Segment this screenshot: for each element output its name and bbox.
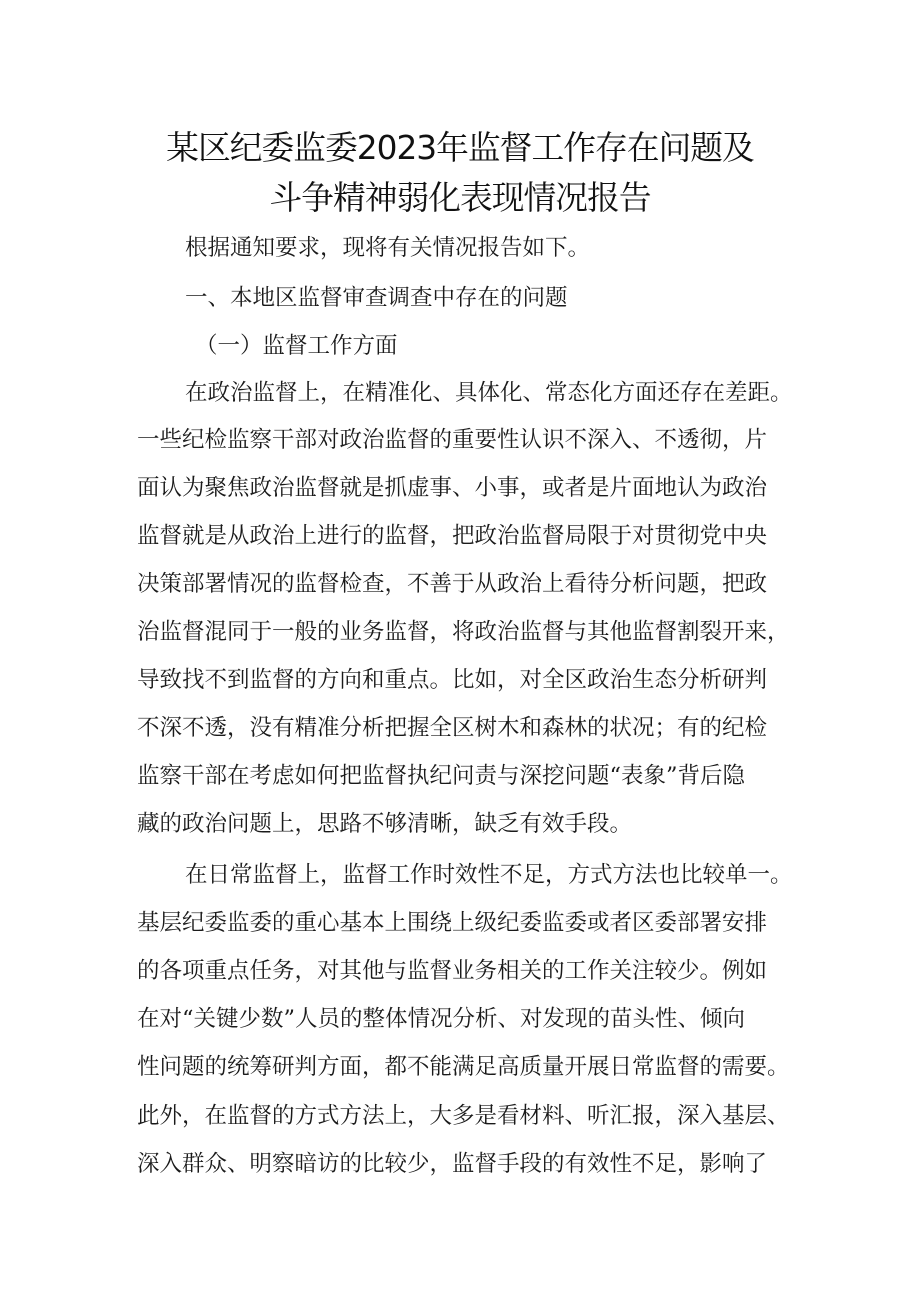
body-line-17: 在对“关键少数”人员的整体情况分析、对发现的苗头性、倾向 [137,1006,746,1032]
body-line-09: 治监督混同于一般的业务监督，将政治监督与其他监督割裂开来， [137,619,790,645]
body-line-13: 藏的政治问题上，思路不够清晰，缺乏有效手段。 [137,811,633,837]
body-line-11: 不深不透，没有精准分析把握全区树木和森林的状况；有的纪检 [137,715,768,741]
body-line-12: 监察干部在考虑如何把监督执纪问责与深挖问题“表象”背后隐 [137,763,746,789]
body-line-16: 的各项重点任务，对其他与监督业务相关的工作关注较少。例如 [137,958,768,984]
body-line-19: 此外，在监督的方式方法上，大多是看材料、听汇报，深入基层、 [137,1103,790,1129]
body-line-04: 在政治监督上，在精准化、具体化、常态化方面还存在差距。 [185,380,793,406]
body-line-08: 决策部署情况的监督检查，不善于从政治上看待分析问题，把政 [137,571,768,597]
body-line-06: 面认为聚焦政治监督就是抓虚事、小事，或者是片面地认为政治 [137,475,768,501]
subsection-heading-1: （一）监督工作方面 [195,333,398,359]
body-line-15: 基层纪委监委的重心基本上围绕上级纪委监委或者区委部署安排 [137,910,768,936]
body-line-10: 导致找不到监督的方向和重点。比如，对全区政治生态分析研判 [137,667,768,693]
body-line-20: 深入群众、明察暗访的比较少，监督手段的有效性不足，影响了 [137,1151,768,1177]
section-heading-1: 一、本地区监督审查调查中存在的问题 [185,285,568,311]
document-title-line-2: 斗争精神弱化表现情况报告 [269,179,651,217]
body-line-14: 在日常监督上，监督工作时效性不足，方式方法也比较单一。 [185,862,793,888]
body-line-18: 性问题的统筹研判方面，都不能满足高质量开展日常监督的需要。 [137,1054,790,1080]
body-line-01: 根据通知要求，现将有关情况报告如下。 [185,235,591,261]
body-line-07: 监督就是从政治上进行的监督，把政治监督局限于对贯彻党中央 [137,523,768,549]
body-line-05: 一些纪检监察干部对政治监督的重要性认识不深入、不透彻，片 [137,427,768,453]
document-title-line-1: 某区纪委监委2023年监督工作存在问题及 [166,129,754,167]
